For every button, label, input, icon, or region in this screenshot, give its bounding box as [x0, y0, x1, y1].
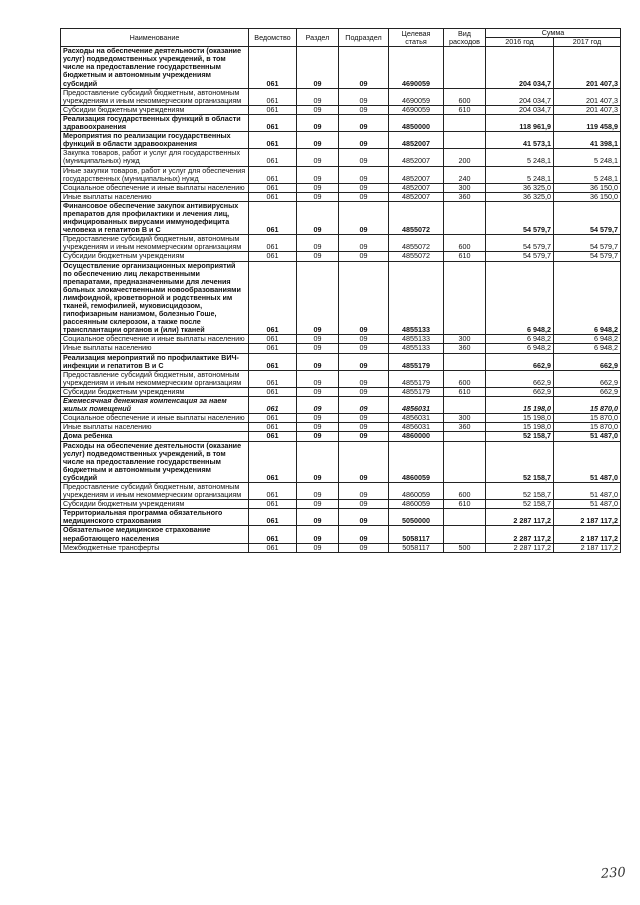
cell-name: Обязательное медицинское страхование неработающего населения	[61, 526, 249, 543]
cell-podrazdel: 09	[339, 252, 389, 261]
cell-sum-2016: 6 948,2	[486, 335, 554, 344]
cell-razdel: 09	[297, 509, 339, 526]
table-row	[61, 414, 621, 423]
cell-name: Дома ребенка	[61, 432, 249, 441]
cell-name: Финансовое обеспечение закупок антивирусных препаратов для профилактики и лечения лиц, инфицированных вирусами иммунодефицита человека и гепатитов В и С	[61, 201, 249, 234]
table-row	[61, 482, 621, 499]
cell-sum-2017: 36 150,0	[554, 183, 621, 192]
table-row	[61, 423, 621, 432]
cell-vid: 300	[444, 183, 486, 192]
cell-sum-2016: 662,9	[486, 387, 554, 396]
cell-vid	[444, 47, 486, 88]
table-row	[61, 192, 621, 201]
cell-vid: 610	[444, 105, 486, 114]
table-row	[61, 132, 621, 149]
cell-celevaya: 5050000	[389, 509, 444, 526]
cell-podrazdel: 09	[339, 105, 389, 114]
cell-celevaya: 5058117	[389, 526, 444, 543]
cell-razdel: 09	[297, 192, 339, 201]
cell-sum-2016: 204 034,7	[486, 105, 554, 114]
cell-name: Осуществление организационных мероприятий по обеспечению лиц лекарственными препаратами, предназначенными для лечения больных злокачественными новообразованиями лимфоидной, кроветворной и родственных им тканей, гемофилией, муковисцидозом, гипофизарным нанизмом, болезнью Гоше, рассеянным склерозом, а также после трансплантации органов и (или) тканей	[61, 261, 249, 335]
cell-vedomstvo: 061	[249, 252, 297, 261]
cell-vid: 600	[444, 235, 486, 252]
cell-name: Предоставление субсидий бюджетным, автономным учреждениям и иным некоммерческим организациям	[61, 482, 249, 499]
cell-sum-2016: 662,9	[486, 353, 554, 370]
cell-vedomstvo: 061	[249, 500, 297, 509]
cell-celevaya: 4855133	[389, 344, 444, 353]
cell-vid: 300	[444, 414, 486, 423]
cell-vedomstvo: 061	[249, 235, 297, 252]
cell-podrazdel: 09	[339, 166, 389, 183]
cell-vedomstvo: 061	[249, 201, 297, 234]
table-row	[61, 149, 621, 166]
cell-sum-2017: 15 870,0	[554, 423, 621, 432]
cell-vid: 600	[444, 482, 486, 499]
cell-celevaya: 4690059	[389, 105, 444, 114]
cell-vedomstvo: 061	[249, 543, 297, 552]
cell-vedomstvo: 061	[249, 344, 297, 353]
cell-celevaya: 4856031	[389, 414, 444, 423]
table-row	[61, 235, 621, 252]
cell-podrazdel: 09	[339, 344, 389, 353]
cell-sum-2016: 6 948,2	[486, 344, 554, 353]
table-row	[61, 441, 621, 482]
cell-vedomstvo: 061	[249, 441, 297, 482]
cell-vid	[444, 432, 486, 441]
cell-razdel: 09	[297, 500, 339, 509]
cell-vedomstvo: 061	[249, 423, 297, 432]
cell-sum-2016: 5 248,1	[486, 166, 554, 183]
cell-podrazdel: 09	[339, 370, 389, 387]
cell-celevaya: 4855133	[389, 261, 444, 335]
cell-celevaya: 4855072	[389, 235, 444, 252]
cell-sum-2017: 2 187 117,2	[554, 543, 621, 552]
cell-sum-2017: 2 187 117,2	[554, 509, 621, 526]
cell-sum-2016: 662,9	[486, 370, 554, 387]
cell-name: Реализация государственных функций в области здравоохранения	[61, 114, 249, 131]
cell-name: Предоставление субсидий бюджетным, автономным учреждениям и иным некоммерческим организациям	[61, 88, 249, 105]
cell-sum-2016: 2 287 117,2	[486, 526, 554, 543]
cell-sum-2016: 54 579,7	[486, 201, 554, 234]
cell-celevaya: 4855179	[389, 387, 444, 396]
cell-podrazdel: 09	[339, 423, 389, 432]
cell-razdel: 09	[297, 132, 339, 149]
cell-celevaya: 4856031	[389, 397, 444, 414]
cell-vedomstvo: 061	[249, 397, 297, 414]
cell-sum-2017: 6 948,2	[554, 344, 621, 353]
cell-vid	[444, 353, 486, 370]
cell-podrazdel: 09	[339, 235, 389, 252]
cell-podrazdel: 09	[339, 441, 389, 482]
cell-podrazdel: 09	[339, 335, 389, 344]
cell-sum-2017: 51 487,0	[554, 482, 621, 499]
cell-sum-2017: 54 579,7	[554, 201, 621, 234]
cell-vid: 600	[444, 370, 486, 387]
cell-name: Иные выплаты населению	[61, 344, 249, 353]
cell-sum-2017: 5 248,1	[554, 149, 621, 166]
table-row	[61, 114, 621, 131]
cell-name: Субсидии бюджетным учреждениям	[61, 500, 249, 509]
table-row	[61, 397, 621, 414]
cell-vedomstvo: 061	[249, 509, 297, 526]
cell-sum-2017: 2 187 117,2	[554, 526, 621, 543]
cell-vedomstvo: 061	[249, 114, 297, 131]
cell-vid: 600	[444, 88, 486, 105]
cell-vid	[444, 261, 486, 335]
cell-celevaya: 4852007	[389, 132, 444, 149]
cell-celevaya: 4852007	[389, 149, 444, 166]
cell-sum-2016: 2 287 117,2	[486, 543, 554, 552]
cell-vedomstvo: 061	[249, 166, 297, 183]
cell-podrazdel: 09	[339, 201, 389, 234]
cell-podrazdel: 09	[339, 543, 389, 552]
cell-sum-2017: 662,9	[554, 387, 621, 396]
cell-vid	[444, 397, 486, 414]
cell-razdel: 09	[297, 397, 339, 414]
cell-podrazdel: 09	[339, 526, 389, 543]
cell-podrazdel: 09	[339, 353, 389, 370]
header-summa: Сумма	[486, 29, 621, 38]
cell-name: Иные закупки товаров, работ и услуг для обеспечения государственных (муниципальных) нужд	[61, 166, 249, 183]
cell-sum-2017: 201 407,3	[554, 105, 621, 114]
cell-sum-2017: 662,9	[554, 353, 621, 370]
cell-podrazdel: 09	[339, 432, 389, 441]
header-name: Наименование	[61, 29, 249, 47]
cell-vid: 500	[444, 543, 486, 552]
cell-razdel: 09	[297, 261, 339, 335]
table-row	[61, 252, 621, 261]
cell-sum-2017: 15 870,0	[554, 414, 621, 423]
cell-name: Расходы на обеспечение деятельности (оказание услуг) подведомственных учреждений, в том числе на предоставление государственным бюджетным и автономным учреждениям субсидий	[61, 47, 249, 88]
cell-razdel: 09	[297, 441, 339, 482]
cell-sum-2016: 15 198,0	[486, 423, 554, 432]
cell-sum-2016: 204 034,7	[486, 47, 554, 88]
cell-sum-2017: 41 398,1	[554, 132, 621, 149]
cell-sum-2017: 6 948,2	[554, 335, 621, 344]
cell-podrazdel: 09	[339, 509, 389, 526]
table-body	[61, 47, 621, 553]
cell-razdel: 09	[297, 387, 339, 396]
cell-razdel: 09	[297, 432, 339, 441]
cell-celevaya: 4855179	[389, 353, 444, 370]
cell-sum-2016: 15 198,0	[486, 414, 554, 423]
cell-vid: 240	[444, 166, 486, 183]
cell-razdel: 09	[297, 149, 339, 166]
cell-sum-2017: 5 248,1	[554, 166, 621, 183]
table-row	[61, 201, 621, 234]
header-vid: Вид расходов	[444, 29, 486, 47]
cell-name: Предоставление субсидий бюджетным, автономным учреждениям и иным некоммерческим организациям	[61, 370, 249, 387]
budget-table	[60, 28, 621, 553]
cell-podrazdel: 09	[339, 387, 389, 396]
cell-sum-2017: 51 487,0	[554, 441, 621, 482]
table-row	[61, 500, 621, 509]
cell-vid	[444, 201, 486, 234]
cell-celevaya: 4856031	[389, 423, 444, 432]
cell-celevaya: 5058117	[389, 543, 444, 552]
cell-podrazdel: 09	[339, 397, 389, 414]
cell-name: Ежемесячная денежная компенсация за наем жилых помещений	[61, 397, 249, 414]
cell-name: Социальное обеспечение и иные выплаты населению	[61, 183, 249, 192]
table-row	[61, 370, 621, 387]
cell-podrazdel: 09	[339, 47, 389, 88]
table-row	[61, 543, 621, 552]
cell-vid: 360	[444, 344, 486, 353]
cell-vedomstvo: 061	[249, 132, 297, 149]
cell-vid	[444, 441, 486, 482]
table-row	[61, 183, 621, 192]
cell-celevaya: 4852007	[389, 166, 444, 183]
cell-razdel: 09	[297, 344, 339, 353]
table-row	[61, 47, 621, 88]
header-celevaya: Целевая статья	[389, 29, 444, 47]
cell-vid: 610	[444, 387, 486, 396]
cell-razdel: 09	[297, 88, 339, 105]
cell-sum-2016: 52 158,7	[486, 500, 554, 509]
cell-name: Социальное обеспечение и иные выплаты населению	[61, 414, 249, 423]
cell-vid	[444, 509, 486, 526]
cell-celevaya: 4850000	[389, 114, 444, 131]
cell-vid: 610	[444, 500, 486, 509]
cell-vedomstvo: 061	[249, 482, 297, 499]
cell-razdel: 09	[297, 335, 339, 344]
cell-vid	[444, 114, 486, 131]
cell-sum-2016: 6 948,2	[486, 261, 554, 335]
cell-razdel: 09	[297, 423, 339, 432]
cell-vid	[444, 132, 486, 149]
header-year-2017: 2017 год	[554, 38, 621, 47]
cell-sum-2017: 119 458,9	[554, 114, 621, 131]
cell-name: Субсидии бюджетным учреждениям	[61, 387, 249, 396]
cell-vedomstvo: 061	[249, 192, 297, 201]
header-year-2016: 2016 год	[486, 38, 554, 47]
cell-celevaya: 4860059	[389, 500, 444, 509]
table-row	[61, 526, 621, 543]
cell-sum-2016: 36 325,0	[486, 183, 554, 192]
cell-razdel: 09	[297, 201, 339, 234]
cell-sum-2017: 54 579,7	[554, 252, 621, 261]
cell-vedomstvo: 061	[249, 105, 297, 114]
table-row	[61, 344, 621, 353]
cell-vedomstvo: 061	[249, 183, 297, 192]
cell-razdel: 09	[297, 482, 339, 499]
cell-sum-2017: 6 948,2	[554, 261, 621, 335]
cell-sum-2017: 54 579,7	[554, 235, 621, 252]
cell-sum-2016: 52 158,7	[486, 482, 554, 499]
cell-razdel: 09	[297, 105, 339, 114]
cell-name: Расходы на обеспечение деятельности (оказание услуг) подведомственных учреждений, в том числе на предоставление государственным бюджетным и автономным учреждениям субсидий	[61, 441, 249, 482]
cell-podrazdel: 09	[339, 149, 389, 166]
table-row	[61, 88, 621, 105]
cell-sum-2016: 54 579,7	[486, 252, 554, 261]
cell-name: Закупка товаров, работ и услуг для государственных (муниципальных) нужд	[61, 149, 249, 166]
cell-razdel: 09	[297, 114, 339, 131]
cell-celevaya: 4855072	[389, 201, 444, 234]
cell-razdel: 09	[297, 370, 339, 387]
cell-vedomstvo: 061	[249, 414, 297, 423]
cell-celevaya: 4860059	[389, 482, 444, 499]
cell-sum-2016: 5 248,1	[486, 149, 554, 166]
cell-vedomstvo: 061	[249, 47, 297, 88]
cell-sum-2017: 36 150,0	[554, 192, 621, 201]
cell-name: Субсидии бюджетным учреждениям	[61, 105, 249, 114]
cell-celevaya: 4690059	[389, 88, 444, 105]
cell-name: Территориальная программа обязательного медицинского страхования	[61, 509, 249, 526]
cell-celevaya: 4852007	[389, 192, 444, 201]
cell-name: Социальное обеспечение и иные выплаты населению	[61, 335, 249, 344]
cell-celevaya: 4860059	[389, 441, 444, 482]
cell-vid: 360	[444, 423, 486, 432]
cell-name: Реализация мероприятий по профилактике ВИЧ-инфекции и гепатитов В и С	[61, 353, 249, 370]
cell-podrazdel: 09	[339, 114, 389, 131]
cell-vid	[444, 526, 486, 543]
cell-sum-2016: 204 034,7	[486, 88, 554, 105]
cell-podrazdel: 09	[339, 183, 389, 192]
cell-vid: 360	[444, 192, 486, 201]
cell-celevaya: 4860000	[389, 432, 444, 441]
cell-razdel: 09	[297, 235, 339, 252]
cell-vedomstvo: 061	[249, 370, 297, 387]
header-podrazdel: Подраздел	[339, 29, 389, 47]
cell-vedomstvo: 061	[249, 335, 297, 344]
cell-vedomstvo: 061	[249, 88, 297, 105]
cell-razdel: 09	[297, 183, 339, 192]
cell-razdel: 09	[297, 47, 339, 88]
cell-sum-2017: 51 487,0	[554, 500, 621, 509]
cell-vedomstvo: 061	[249, 387, 297, 396]
cell-sum-2017: 201 407,3	[554, 88, 621, 105]
cell-razdel: 09	[297, 353, 339, 370]
cell-vid: 610	[444, 252, 486, 261]
cell-podrazdel: 09	[339, 132, 389, 149]
cell-celevaya: 4855179	[389, 370, 444, 387]
header-vedomstvo: Ведомство	[249, 29, 297, 47]
cell-sum-2016: 52 158,7	[486, 441, 554, 482]
cell-sum-2017: 51 487,0	[554, 432, 621, 441]
cell-sum-2017: 662,9	[554, 370, 621, 387]
table-row	[61, 261, 621, 335]
cell-podrazdel: 09	[339, 414, 389, 423]
cell-razdel: 09	[297, 526, 339, 543]
cell-name: Мероприятия по реализации государственных функций в области здравоохранения	[61, 132, 249, 149]
cell-sum-2016: 36 325,0	[486, 192, 554, 201]
cell-podrazdel: 09	[339, 261, 389, 335]
cell-razdel: 09	[297, 414, 339, 423]
cell-podrazdel: 09	[339, 192, 389, 201]
cell-podrazdel: 09	[339, 482, 389, 499]
cell-vedomstvo: 061	[249, 353, 297, 370]
table-row	[61, 387, 621, 396]
table-header	[61, 29, 621, 47]
cell-sum-2017: 15 870,0	[554, 397, 621, 414]
cell-sum-2016: 41 573,1	[486, 132, 554, 149]
cell-name: Межбюджетные трансферты	[61, 543, 249, 552]
cell-podrazdel: 09	[339, 88, 389, 105]
cell-name: Иные выплаты населению	[61, 192, 249, 201]
cell-vedomstvo: 061	[249, 432, 297, 441]
page-number: 230	[600, 865, 627, 882]
table-row	[61, 105, 621, 114]
table-row	[61, 432, 621, 441]
cell-sum-2016: 2 287 117,2	[486, 509, 554, 526]
cell-name: Иные выплаты населению	[61, 423, 249, 432]
table-row	[61, 353, 621, 370]
cell-sum-2016: 54 579,7	[486, 235, 554, 252]
cell-name: Предоставление субсидий бюджетным, автономным учреждениям и иным некоммерческим организациям	[61, 235, 249, 252]
cell-sum-2017: 201 407,3	[554, 47, 621, 88]
cell-celevaya: 4855072	[389, 252, 444, 261]
cell-vedomstvo: 061	[249, 526, 297, 543]
header-razdel: Раздел	[297, 29, 339, 47]
cell-vid: 300	[444, 335, 486, 344]
cell-vedomstvo: 061	[249, 261, 297, 335]
cell-razdel: 09	[297, 543, 339, 552]
cell-razdel: 09	[297, 166, 339, 183]
cell-celevaya: 4690059	[389, 47, 444, 88]
cell-podrazdel: 09	[339, 500, 389, 509]
cell-sum-2016: 52 158,7	[486, 432, 554, 441]
cell-vedomstvo: 061	[249, 149, 297, 166]
cell-name: Субсидии бюджетным учреждениям	[61, 252, 249, 261]
cell-sum-2016: 118 961,9	[486, 114, 554, 131]
cell-razdel: 09	[297, 252, 339, 261]
table-row	[61, 335, 621, 344]
cell-vid: 200	[444, 149, 486, 166]
cell-sum-2016: 15 198,0	[486, 397, 554, 414]
table-row	[61, 166, 621, 183]
cell-celevaya: 4855133	[389, 335, 444, 344]
cell-celevaya: 4852007	[389, 183, 444, 192]
table-row	[61, 509, 621, 526]
